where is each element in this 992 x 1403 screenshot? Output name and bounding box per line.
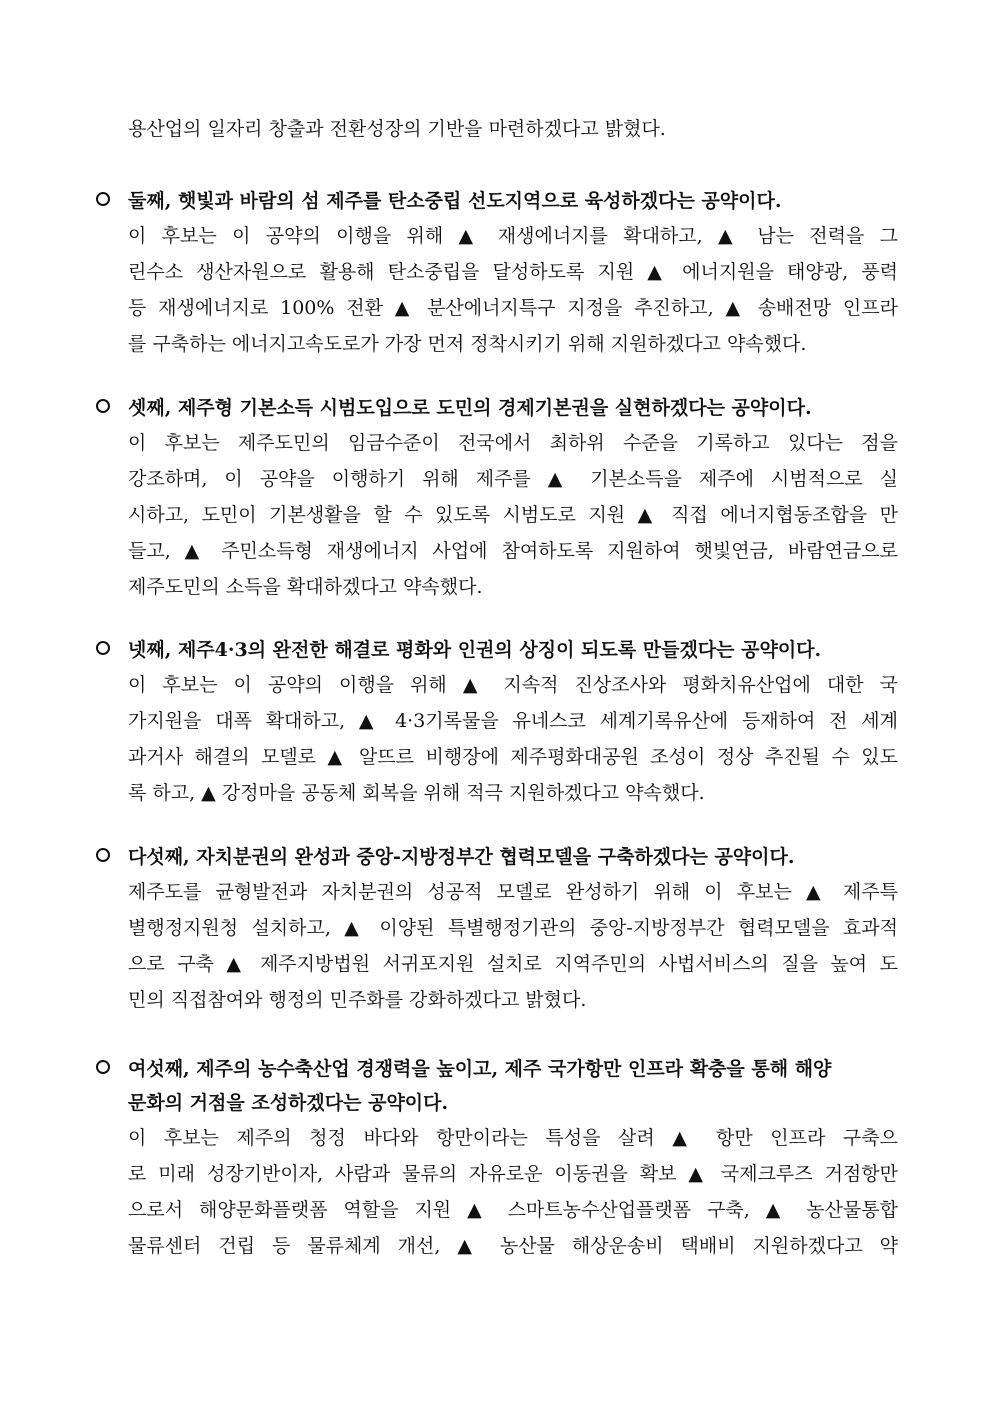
pledge-heading (96, 840, 898, 874)
circle-bullet-icon (96, 1060, 110, 1074)
pledge-heading-line: 다섯째, 자치분권의 완성과 중앙-지방정부간 협력모델을 구축하겠다는 공약이다. (128, 846, 795, 868)
pledge-body-line: 강조하며, 이 공약을 이행하기 위해 제주를 ▲ 기본소득을 제주에 시범적으로 실 (128, 468, 898, 490)
pledge-heading (96, 184, 898, 218)
pledge-section-4 (96, 633, 898, 811)
pledge-body-line: 이 후보는 제주도민의 임금수준이 전국에서 최하위 수준을 기록하고 있다는 점을 (128, 432, 898, 454)
pledge-heading (96, 633, 898, 667)
pledge-body-line: 이 후보는 제주의 청정 바다와 항만이라는 특성을 살려 ▲ 항만 인프라 구축으 (128, 1127, 898, 1149)
pledge-heading-line: 문화의 거점을 조성하겠다는 공약이다. (128, 1092, 449, 1114)
pledge-body-line: 별행정지원청 설치하고, ▲ 이양된 특별행정기관의 중앙-지방정부간 협력모델을 효과적 (128, 917, 898, 939)
pledge-body-line: 이 후보는 이 공약의 이행을 위해 ▲ 지속적 진상조사와 평화치유산업에 대한 국 (128, 674, 898, 696)
pledge-heading (96, 391, 898, 425)
pledge-heading-line: 넷째, 제주4·3의 완전한 해결로 평화와 인권의 상징이 되도록 만들겠다는 공약이다. (128, 639, 822, 661)
pledge-body-line: 들고, ▲ 주민소득형 재생에너지 사업에 참여하도록 지원하여 햇빛연금, 바람연금으로 (128, 540, 898, 562)
pledge-section-6 (96, 1052, 898, 1264)
pledge-body-line: 과거사 해결의 모델로 ▲ 알뜨르 비행장에 제주평화대공원 조성이 정상 추진될 수 있도 (128, 746, 898, 768)
circle-bullet-icon (96, 399, 110, 413)
pledge-body-line: 록 하고, ▲ 강정마을 공동체 회복을 위해 적극 지원하겠다고 약속했다. (128, 782, 705, 804)
circle-bullet-icon (96, 641, 110, 655)
pledge-heading-line: 셋째, 제주형 기본소득 시범도입으로 도민의 경제기본권을 실현하겠다는 공약이다. (128, 397, 812, 419)
pledge-section-3 (96, 391, 898, 605)
circle-bullet-icon (96, 848, 110, 862)
pledge-body-line: 등 재생에너지로 100% 전환 ▲ 분산에너지특구 지정을 추진하고, ▲ 송배전망 인프라 (128, 297, 898, 319)
pledge-body-line: 시하고, 도민이 기본생활을 할 수 있도록 시범도로 지원 ▲ 직접 에너지협동조합을 만 (128, 504, 898, 526)
pledge-section-5 (96, 840, 898, 1018)
pledge-body-line: 린수소 생산자원으로 활용해 탄소중립을 달성하도록 지원 ▲ 에너지원을 태양광, 풍력 (128, 261, 898, 283)
pledge-heading-line: 둘째, 햇빛과 바람의 섬 제주를 탄소중립 선도지역으로 육성하겠다는 공약이다. (128, 190, 782, 212)
pledge-body-line: 로 미래 성장기반이자, 사람과 물류의 자유로운 이동권을 확보 ▲ 국제크루즈 거점항만 (128, 1163, 898, 1185)
pledge-section-2 (96, 184, 898, 362)
circle-bullet-icon (96, 192, 110, 206)
pledge-body-line: 으로서 해양문화플랫폼 역할을 지원 ▲ 스마트농수산업플랫폼 구축, ▲ 농산물통합 (128, 1199, 898, 1221)
pledge-body-line: 제주도를 균형발전과 자치분권의 성공적 모델로 완성하기 위해 이 후보는 ▲ 제주특 (128, 881, 898, 903)
pledge-heading-line: 여섯째, 제주의 농수축산업 경쟁력을 높이고, 제주 국가항만 인프라 확충을 통해 해양 (128, 1058, 832, 1080)
pledge-body-line: 으로 구축 ▲ 제주지방법원 서귀포지원 설치로 지역주민의 사법서비스의 질을 높여 도 (128, 953, 898, 975)
pledge-body-line: 제주도민의 소득을 확대하겠다고 약속했다. (128, 576, 483, 598)
pledge-body-line: 민의 직접참여와 행정의 민주화를 강화하겠다고 밝혔다. (128, 989, 587, 1011)
pledge-body-line: 를 구축하는 에너지고속도로가 가장 먼저 정착시키기 위해 지원하겠다고 약속했다. (128, 333, 807, 355)
intro-continuation-line: 용산업의 일자리 창출과 전환성장의 기반을 마련하겠다고 밝혔다. (128, 118, 666, 140)
pledge-body-line: 가지원을 대폭 확대하고, ▲ 4·3기록물을 유네스코 세계기록유산에 등재하여 전 세계 (128, 710, 898, 732)
pledge-heading (96, 1052, 898, 1120)
pledge-body-line: 물류센터 건립 등 물류체계 개선, ▲ 농산물 해상운송비 택배비 지원하겠다고 약 (128, 1235, 898, 1257)
pledge-body-line: 이 후보는 이 공약의 이행을 위해 ▲ 재생에너지를 확대하고, ▲ 남는 전력을 그 (128, 225, 898, 247)
